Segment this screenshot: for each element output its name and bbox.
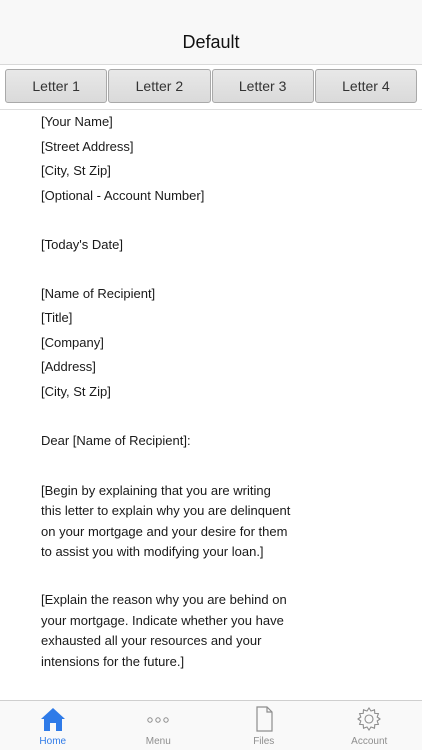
recipient-city: [City, St Zip] bbox=[41, 383, 111, 399]
tab-home[interactable] bbox=[0, 701, 106, 750]
tab-menu[interactable] bbox=[106, 701, 212, 750]
sender-name: [Your Name] bbox=[41, 114, 113, 129]
tab-bar bbox=[0, 700, 422, 750]
spacer bbox=[41, 257, 291, 282]
ellipsis-icon bbox=[144, 706, 172, 732]
sender-street: [Street Address] bbox=[41, 138, 134, 154]
segment-letter-3[interactable]: Letter 3 bbox=[212, 69, 314, 103]
spacer bbox=[41, 563, 291, 588]
recipient-title: [Title] bbox=[41, 310, 73, 325]
segmented-control bbox=[5, 69, 417, 103]
sender-account: [Optional - Account Number] bbox=[41, 187, 205, 203]
paragraph-reason: [Explain the reason why you are behind on your mortgage. Indicate whether you have exhausted all your resources and your intensions for the future.] bbox=[41, 592, 287, 669]
tab-menu-label: Menu bbox=[145, 736, 171, 747]
gear-icon bbox=[355, 706, 383, 732]
letter-scroll-view[interactable] bbox=[0, 110, 422, 700]
segment-letter-1[interactable]: Letter 1 bbox=[5, 69, 107, 103]
page-title: Default bbox=[182, 32, 240, 52]
tab-account-label: Account bbox=[351, 736, 388, 747]
segment-letter-2[interactable]: Letter 2 bbox=[108, 69, 210, 103]
recipient-company: [Company] bbox=[41, 334, 104, 350]
spacer bbox=[41, 404, 291, 429]
letter-body bbox=[41, 110, 291, 672]
letter-date: [Today's Date] bbox=[41, 236, 123, 252]
spacer bbox=[41, 453, 291, 478]
tab-account[interactable] bbox=[317, 701, 422, 750]
home-icon bbox=[39, 706, 67, 732]
spacer bbox=[41, 208, 291, 233]
tab-files[interactable] bbox=[211, 701, 317, 750]
tab-files-label: Files bbox=[253, 736, 275, 747]
letter-selector-bar bbox=[0, 65, 422, 110]
recipient-address: [Address] bbox=[41, 359, 96, 374]
file-icon bbox=[250, 706, 278, 732]
segment-letter-4[interactable]: Letter 4 bbox=[315, 69, 417, 103]
tab-home-label: Home bbox=[39, 736, 67, 747]
recipient-name: [Name of Recipient] bbox=[41, 285, 156, 301]
salutation: Dear [Name of Recipient]: bbox=[41, 432, 191, 448]
paragraph-intro: [Begin by explaining that you are writing this letter to explain why you are delinquent on your mortgage and your desire for them to assist you with modifying your loan.] bbox=[41, 482, 291, 559]
sender-city: [City, St Zip] bbox=[41, 163, 111, 178]
navigation-bar bbox=[0, 0, 422, 65]
